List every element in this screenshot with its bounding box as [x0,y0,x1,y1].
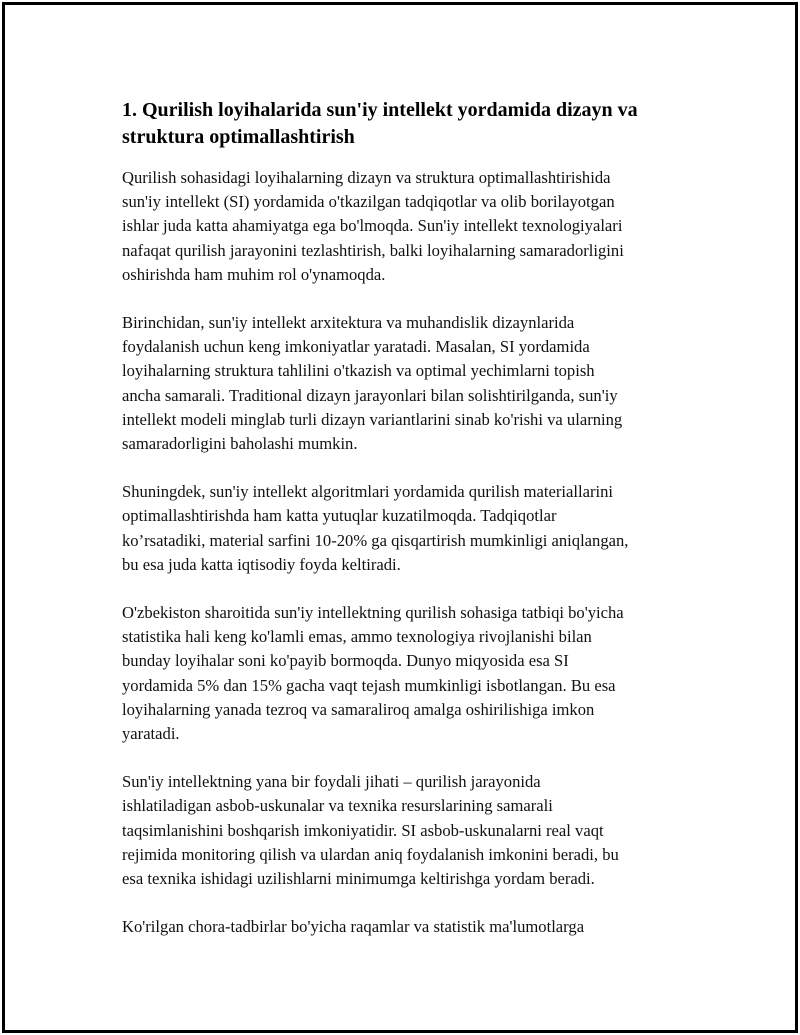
text-line: bunday loyihalar soni ko'payib bormoqda. Dunyo miqyosida esa SI [122,651,569,671]
text-line: yaratadi. [122,724,180,744]
text-line: loyihalarning struktura tahlilini o'tkazish va optimal yechimlarni topish [122,361,595,381]
text-line: taqsimlanishini boshqarish imkoniyatidir. SI asbob-uskunalarni real vaqt [122,820,604,840]
document-body [120,97,695,963]
text-line: Shuningdek, sun'iy intellekt algoritmlari yordamida qurilish materiallarini [122,482,614,502]
text-line: bu esa juda katta iqtisodiy foyda keltiradi. [122,554,401,574]
paragraph-5 [122,770,695,891]
heading-line: 1. Qurilish loyihalarida sun'iy intellekt yordamida dizayn va [122,99,638,121]
text-line: oshirishda ham muhim rol o'ynamoqda. [122,264,386,284]
text-line: yordamida 5% dan 15% gacha vaqt tejash mumkinligi isbotlangan. Bu esa [122,675,616,695]
text-line: rejimida monitoring qilish va ulardan aniq foydalanish imkonini beradi, bu [122,844,619,864]
text-line: intellekt modeli minglab turli dizayn variantlarini sinab ko'rishi va ularning [122,409,623,429]
text-line: loyihalarning yanada tezroq va samaraliroq amalga oshirilishiga imkon [122,699,595,719]
text-line: ko’rsatadiki, material sarfini 10-20% ga qisqartirish mumkinligi aniqlangan, [122,530,629,550]
text-line: Sun'iy intellektning yana bir foydali jihati – qurilish jarayonida [122,772,541,792]
text-line: sun'iy intellekt (SI) yordamida o'tkazilgan tadqiqotlar va olib borilayotgan [122,192,615,212]
text-line: Ko'rilgan chora-tadbirlar bo'yicha raqamlar va statistik ma'lumotlarga [122,917,585,937]
text-line: nafaqat qurilish jarayonini tezlashtirish, balki loyihalarning samaradorligini [122,240,624,260]
text-line: ishlar juda katta ahamiyatga ega bo'lmoqda. Sun'iy intellekt texnologiyalari [122,216,623,236]
section-heading [122,97,695,151]
text-line: samaradorligini baholashi mumkin. [122,434,358,454]
paragraph-2 [122,311,695,456]
text-line: Qurilish sohasidagi loyihalarning dizayn va struktura optimallashtirishida [122,168,611,187]
text-line: O'zbekiston sharoitida sun'iy intellektning qurilish sohasiga tatbiqi bo'yicha [122,603,624,623]
text-line: Birinchidan, sun'iy intellekt arxitektura va muhandislik dizaynlarida [122,313,575,333]
text-line: ancha samarali. Traditional dizayn jarayonlari bilan solishtirilganda, sun'iy [122,385,618,405]
page-frame [2,2,798,1033]
text-line: statistika hali keng ko'lamli emas, ammo texnologiya rivojlanishi bilan [122,627,592,647]
paragraph-3 [122,480,695,577]
text-line: ishlatiladigan asbob-uskunalar va texnika resurslarining samarali [122,796,553,816]
text-line: esa texnika ishidagi uzilishlarni minimumga keltirishga yordam beradi. [122,869,595,889]
paragraph-1 [122,166,695,287]
text-line: foydalanish uchun keng imkoniyatlar yaratadi. Masalan, SI yordamida [122,337,590,357]
heading-line: struktura optimallashtirish [122,126,355,148]
text-line: optimallashtirishda ham katta yutuqlar kuzatilmoqda. Tadqiqotlar [122,506,557,526]
paragraph-6 [122,915,695,939]
paragraph-4 [122,601,695,746]
